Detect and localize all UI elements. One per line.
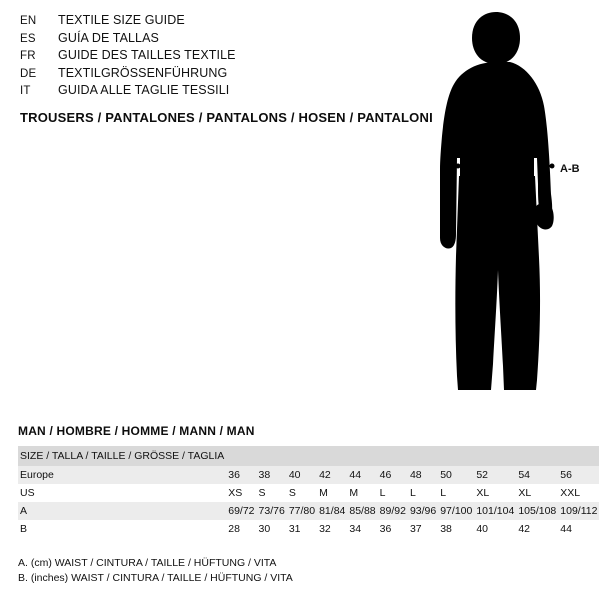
language-label: GUÍA DE TALLAS <box>58 30 159 45</box>
cell: 56 <box>558 466 599 484</box>
table-header-col <box>516 446 558 466</box>
table-header-row <box>18 446 599 466</box>
language-code: ES <box>20 32 36 45</box>
size-table <box>18 446 599 538</box>
cell: 42 <box>317 466 347 484</box>
cell: 36 <box>226 466 256 484</box>
row-label: B <box>18 520 226 538</box>
cell: 105/108 <box>516 502 558 520</box>
language-header <box>20 14 400 102</box>
language-label: GUIDA ALLE TAGLIE TESSILI <box>58 83 230 97</box>
cell: 30 <box>257 520 287 538</box>
cell: 85/88 <box>347 502 377 520</box>
man-silhouette-icon <box>400 8 600 408</box>
cell: M <box>347 484 377 502</box>
table-header-col <box>408 446 438 466</box>
cell: XL <box>474 484 516 502</box>
cell: 38 <box>438 520 474 538</box>
table-row <box>18 520 599 538</box>
cell: XS <box>226 484 256 502</box>
cell: 31 <box>287 520 317 538</box>
cell: 46 <box>378 466 408 484</box>
table-header-col <box>287 446 317 466</box>
row-label: US <box>18 484 226 502</box>
cell: L <box>408 484 438 502</box>
table-header-col <box>558 446 599 466</box>
table-row <box>18 466 599 484</box>
cell: 32 <box>317 520 347 538</box>
cell: 50 <box>438 466 474 484</box>
language-label: TEXTILGRÖSSENFÜHRUNG <box>58 65 228 80</box>
section-title: TROUSERS / PANTALONES / PANTALONS / HOSEN / PANTALONI <box>20 110 433 125</box>
cell: 77/80 <box>287 502 317 520</box>
table-row <box>18 484 599 502</box>
table-header-col <box>257 446 287 466</box>
table-header-col <box>474 446 516 466</box>
table-header-col <box>438 446 474 466</box>
cell: 89/92 <box>378 502 408 520</box>
language-label: GUIDE DES TAILLES TEXTILE <box>58 48 236 62</box>
measurement-label-ab: A-B <box>560 163 580 175</box>
cell: XL <box>516 484 558 502</box>
cell: 28 <box>226 520 256 538</box>
row-label: A <box>18 502 226 520</box>
cell: 109/112 <box>558 502 599 520</box>
language-row <box>20 84 400 98</box>
table-heading: MAN / HOMBRE / HOMME / MANN / MAN <box>18 424 255 438</box>
cell: XXL <box>558 484 599 502</box>
cell: 42 <box>516 520 558 538</box>
cell: 40 <box>287 466 317 484</box>
cell: 37 <box>408 520 438 538</box>
size-table-block <box>18 424 598 538</box>
cell: S <box>287 484 317 502</box>
row-label: Europe <box>18 466 226 484</box>
table-row <box>18 502 599 520</box>
cell: 54 <box>516 466 558 484</box>
table-header-size: SIZE / TALLA / TAILLE / GRÖSSE / TAGLIA <box>18 446 226 466</box>
language-label: TEXTILE SIZE GUIDE <box>58 13 185 27</box>
cell: 44 <box>558 520 599 538</box>
cell: L <box>378 484 408 502</box>
cell: 97/100 <box>438 502 474 520</box>
cell: 36 <box>378 520 408 538</box>
footnotes <box>18 556 293 586</box>
language-row <box>20 49 400 63</box>
cell: 69/72 <box>226 502 256 520</box>
cell: 73/76 <box>257 502 287 520</box>
cell: L <box>438 484 474 502</box>
table-header-col <box>347 446 377 466</box>
table-head <box>18 446 599 466</box>
figure-illustration <box>400 8 600 408</box>
table-header-col <box>378 446 408 466</box>
language-row <box>20 67 400 81</box>
cell: 101/104 <box>474 502 516 520</box>
language-code: DE <box>20 67 37 80</box>
cell: S <box>257 484 287 502</box>
cell: 34 <box>347 520 377 538</box>
table-header-col <box>226 446 256 466</box>
table-header-col <box>317 446 347 466</box>
cell: M <box>317 484 347 502</box>
footnote-b: B. (inches) WAIST / CINTURA / TAILLE / HÜFTUNG / VITA <box>18 572 293 585</box>
cell: 52 <box>474 466 516 484</box>
language-code: FR <box>20 50 36 62</box>
footnote-a: A. (cm) WAIST / CINTURA / TAILLE / HÜFTUNG / VITA <box>18 557 277 569</box>
cell: 93/96 <box>408 502 438 520</box>
language-row <box>20 14 400 28</box>
cell: 40 <box>474 520 516 538</box>
language-code: IT <box>20 85 31 97</box>
table-body <box>18 466 599 538</box>
cell: 81/84 <box>317 502 347 520</box>
cell: 48 <box>408 466 438 484</box>
language-code: EN <box>20 15 37 27</box>
cell: 38 <box>257 466 287 484</box>
language-row <box>20 32 400 46</box>
cell: 44 <box>347 466 377 484</box>
